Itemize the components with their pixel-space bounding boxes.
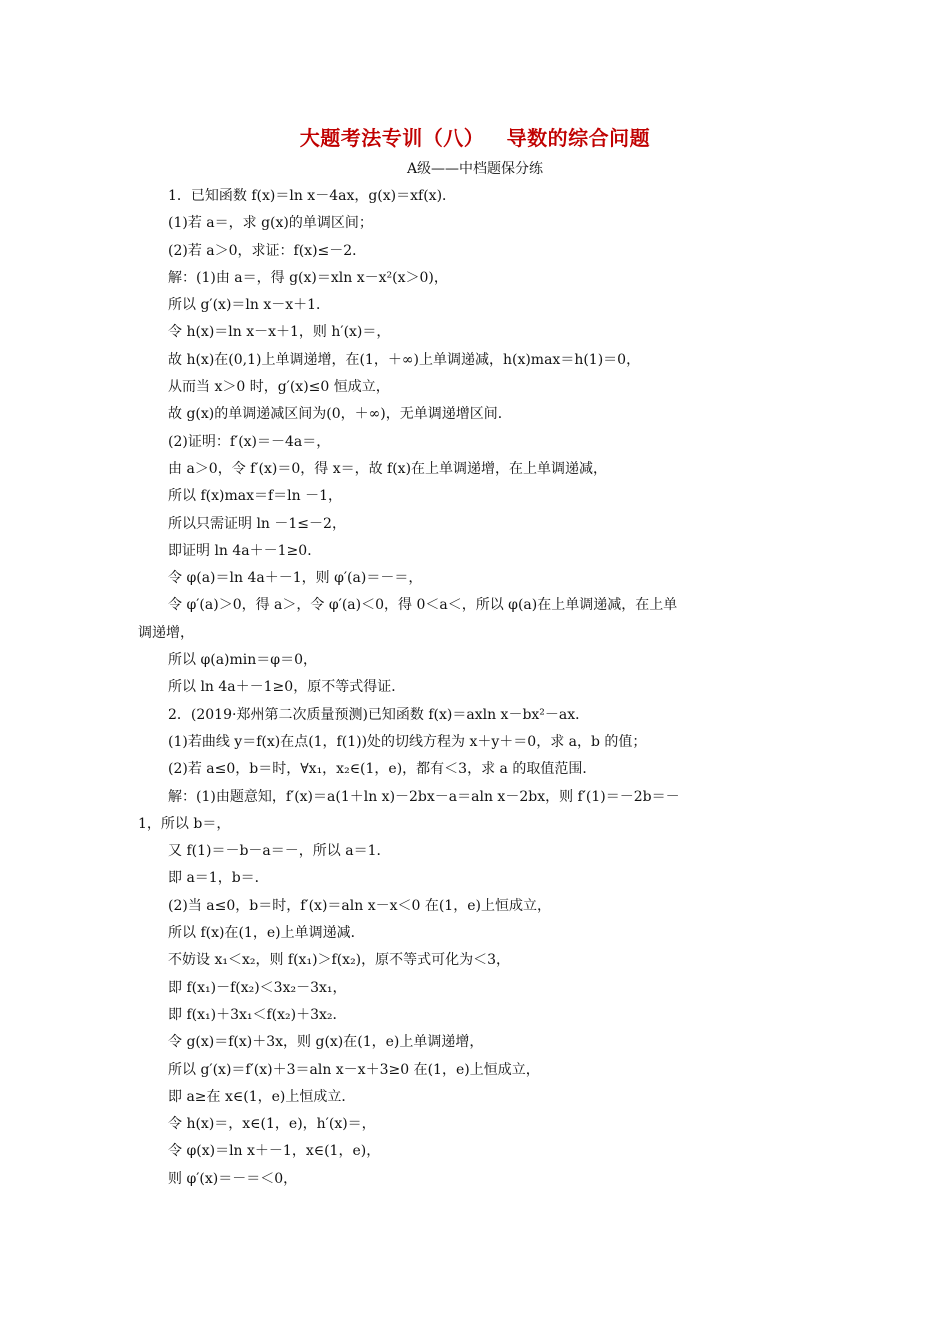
document-body xyxy=(138,183,818,1193)
section-subtitle: A级——中档题保分练 xyxy=(406,161,544,177)
solution-line: 所以 φ(a)min＝φ＝0， xyxy=(168,652,318,669)
solution-line: 令 φ(a)＝ln 4a＋－1，则 φ′(a)＝－＝， xyxy=(168,570,423,587)
solution-line: 令 φ′(a)＞0，得 a＞，令 φ′(a)＜0，得 0＜a＜，所以 φ(a)在上单调递减，在上单 xyxy=(168,597,678,614)
solution-line: 令 g(x)＝f(x)＋3x，则 g(x)在(1，e)上单调递增， xyxy=(168,1034,484,1051)
solution-line: 即 a≥在 x∈(1，e)上恒成立． xyxy=(168,1088,356,1105)
solution-line: 所以 g′(x)＝f′(x)＋3＝aln x－x＋3≥0 在(1，e)上恒成立， xyxy=(168,1061,540,1078)
solution-line: (2)当 a≤0，b＝时，f′(x)＝aln x－x＜0 在(1，e)上恒成立， xyxy=(168,897,551,914)
solution-line: 即 a＝1，b＝． xyxy=(168,870,269,887)
solution-line: 又 f(1)＝－b－a＝－，所以 a＝1． xyxy=(168,843,391,860)
solution-line: 则 φ′(x)＝－＝＜0， xyxy=(168,1170,298,1187)
solution-line: 解：(1)由 a＝，得 g(x)＝xln x－x²(x＞0)， xyxy=(168,269,448,286)
solution-line: 所以 g′(x)＝ln x－x＋1． xyxy=(168,297,331,314)
solution-line: 故 g(x)的单调递减区间为(0，＋∞)，无单调递增区间． xyxy=(168,406,512,423)
problem-2-part-1: (1)若曲线 y＝f(x)在点(1，f(1))处的切线方程为 x＋y＋＝0，求 a，b 的值； xyxy=(168,733,647,750)
solution-line: 解：(1)由题意知，f′(x)＝a(1＋ln x)－2bx－a＝aln x－2bx，则 f′(1)＝－2b＝－ xyxy=(168,788,680,805)
solution-line: 所以 f(x)在(1，e)上单调递减． xyxy=(168,925,365,942)
document-title: 大题考法专训（八） 导数的综合问题 xyxy=(299,126,651,150)
solution-line: 故 h(x)在(0,1)上单调递增，在(1，＋∞)上单调递减，h(x)max＝h(1)＝0， xyxy=(168,351,641,368)
solution-line: 所以只需证明 ln －1≤－2， xyxy=(168,515,346,532)
solution-line: (2)证明：f′(x)＝－4a＝， xyxy=(168,433,331,450)
problem-1-part-2: (2)若 a＞0，求证：f(x)≤－2． xyxy=(168,242,367,259)
solution-line: 即 f(x₁)－f(x₂)＜3x₂－3x₁， xyxy=(168,979,347,996)
solution-line: 从而当 x＞0 时，g′(x)≤0 恒成立， xyxy=(168,379,390,396)
problem-2-part-2: (2)若 a≤0，b＝时，∀x₁，x₂∈(1，e)，都有＜3，求 a 的取值范围． xyxy=(168,761,597,778)
solution-line-continued: 调递增， xyxy=(138,624,194,641)
solution-line: 即证明 ln 4a＋－1≥0． xyxy=(168,542,322,559)
problem-1-statement: 1．已知函数 f(x)＝ln x－4ax，g(x)＝xf(x)． xyxy=(168,188,457,204)
solution-line: 所以 f(x)max＝f＝ln －1， xyxy=(168,488,343,505)
problem-2-statement: 2．(2019·郑州第二次质量预测)已知函数 f(x)＝axln x－bx²－ax． xyxy=(168,706,590,723)
solution-line: 令 h(x)＝，x∈(1，e)，h′(x)＝， xyxy=(168,1116,376,1133)
problem-1-part-1: (1)若 a＝，求 g(x)的单调区间； xyxy=(168,215,373,232)
solution-line: 即 f(x₁)＋3x₁＜f(x₂)＋3x₂． xyxy=(168,1006,347,1023)
solution-line-continued: 1，所以 b＝， xyxy=(138,815,231,832)
solution-line: 所以 ln 4a＋－1≥0，原不等式得证． xyxy=(168,679,406,696)
solution-line: 不妨设 x₁＜x₂，则 f(x₁)＞f(x₂)，原不等式可化为＜3， xyxy=(168,952,511,969)
solution-line: 令 φ(x)＝ln x＋－1，x∈(1，e)， xyxy=(168,1143,381,1160)
solution-line: 由 a＞0，令 f′(x)＝0，得 x＝，故 f(x)在上单调递增，在上单调递减， xyxy=(168,460,608,477)
solution-line: 令 h(x)＝ln x－x＋1，则 h′(x)＝， xyxy=(168,324,391,341)
